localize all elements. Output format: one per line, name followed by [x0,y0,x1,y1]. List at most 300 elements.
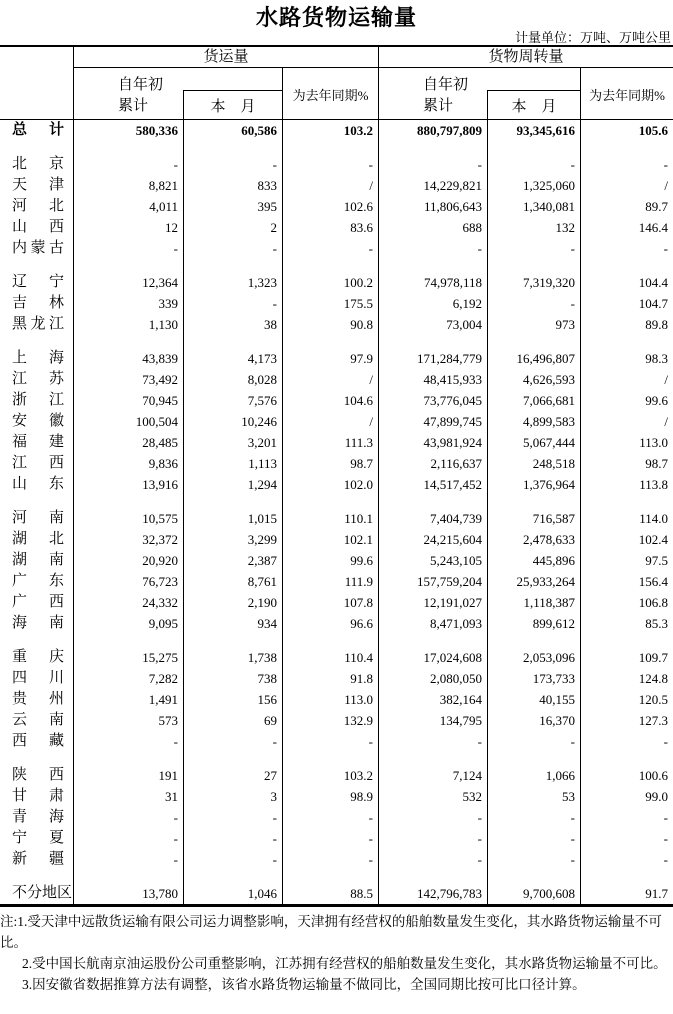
value-cell: - [73,849,183,870]
region-name: 浙江 [12,392,64,408]
value-cell: 580,336 [73,120,183,141]
value-cell: 339 [73,293,183,314]
value-cell: 110.4 [282,647,378,668]
value-cell: 899,612 [487,613,580,634]
value-cell: 2,080,050 [378,668,487,689]
value-cell: 14,229,821 [378,175,487,196]
value-cell: - [378,238,487,259]
value-cell: 120.5 [580,689,673,710]
column-header-cumulative-2 [378,68,487,121]
region-name: 福建 [12,434,64,450]
value-cell: - [183,828,282,849]
value-cell: / [282,369,378,390]
value-cell [378,495,487,508]
table-row [0,668,673,689]
region-cell [0,571,73,592]
table-row [0,272,673,293]
value-cell: 43,839 [73,348,183,369]
value-cell: - [487,731,580,752]
region-name: 青海 [12,809,64,825]
value-cell: - [183,807,282,828]
value-cell: - [378,731,487,752]
value-cell: 97.5 [580,550,673,571]
table-row [0,807,673,828]
value-cell: 171,284,779 [378,348,487,369]
region-name: 海南 [12,615,64,631]
column-header-cumulative-1 [73,68,183,121]
value-cell: 833 [183,175,282,196]
value-cell: 2 [183,217,282,238]
value-cell: 83.6 [282,217,378,238]
value-cell: 173,733 [487,668,580,689]
region-name: 山西 [12,219,64,235]
value-cell: 134,795 [378,710,487,731]
region-cell [0,828,73,849]
value-cell: 395 [183,196,282,217]
value-cell [282,335,378,348]
value-cell: 9,700,608 [487,883,580,904]
region-name: 上海 [12,350,64,366]
region-cell [0,196,73,217]
value-cell: - [487,238,580,259]
value-cell [487,870,580,883]
header-corner-cell [0,47,73,68]
value-cell: 7,576 [183,390,282,411]
region-cell [0,752,73,765]
spacer-row [0,870,673,883]
region-cell [0,120,73,141]
table-row [0,293,673,314]
this-month-label: 本 月 [487,90,580,120]
value-cell: 1,491 [73,689,183,710]
value-cell: 10,246 [183,411,282,432]
region-name: 广东 [12,573,64,589]
value-cell: 13,780 [73,883,183,904]
value-cell: - [487,849,580,870]
region-cell [0,432,73,453]
region-cell [0,508,73,529]
value-cell [487,335,580,348]
value-cell: 1,738 [183,647,282,668]
value-cell [378,634,487,647]
value-cell: / [580,369,673,390]
value-cell: 1,015 [183,508,282,529]
value-cell: 111.9 [282,571,378,592]
value-cell: 156.4 [580,571,673,592]
value-cell: 1,340,081 [487,196,580,217]
value-cell [183,752,282,765]
region-cell [0,474,73,495]
value-cell: 110.1 [282,508,378,529]
table-row [0,508,673,529]
table-row [0,175,673,196]
region-cell [0,348,73,369]
value-cell: 8,028 [183,369,282,390]
value-cell: 1,066 [487,765,580,786]
table-row [0,217,673,238]
region-cell [0,689,73,710]
value-cell: 38 [183,314,282,335]
value-cell: 8,471,093 [378,613,487,634]
value-cell [183,141,282,154]
table-row [0,571,673,592]
value-cell: 12 [73,217,183,238]
value-cell: 12,364 [73,272,183,293]
value-cell: 104.7 [580,293,673,314]
region-name: 北京 [12,156,64,172]
value-cell: 248,518 [487,453,580,474]
value-cell: / [282,411,378,432]
value-cell: 445,896 [487,550,580,571]
value-cell [183,495,282,508]
value-cell: - [73,154,183,175]
value-cell: 24,332 [73,592,183,613]
value-cell: 716,587 [487,508,580,529]
value-cell: - [580,238,673,259]
value-cell: 104.4 [580,272,673,293]
value-cell: 98.3 [580,348,673,369]
value-cell: 102.4 [580,529,673,550]
region-cell [0,883,73,904]
value-cell: 7,404,739 [378,508,487,529]
region-cell [0,613,73,634]
value-cell [487,141,580,154]
value-cell [487,752,580,765]
value-cell: 5,067,444 [487,432,580,453]
value-cell [183,870,282,883]
table-body [0,120,673,904]
region-cell [0,154,73,175]
region-cell [0,668,73,689]
value-cell: 20,920 [73,550,183,571]
region-cell [0,293,73,314]
value-cell: 93,345,616 [487,120,580,141]
value-cell: 11,806,643 [378,196,487,217]
region-cell [0,647,73,668]
value-cell: 73,004 [378,314,487,335]
region-cell [0,335,73,348]
region-name: 甘肃 [12,788,64,804]
value-cell [183,335,282,348]
spacer-row [0,335,673,348]
region-name: 西藏 [12,733,64,749]
value-cell: 113.0 [282,689,378,710]
value-cell: 99.6 [282,550,378,571]
value-cell: 104.6 [282,390,378,411]
value-cell: / [580,411,673,432]
value-cell: 53 [487,786,580,807]
stat-table [0,45,673,907]
value-cell: - [282,849,378,870]
value-cell: - [378,154,487,175]
region-cell [0,710,73,731]
value-cell: 146.4 [580,217,673,238]
value-cell: 1,046 [183,883,282,904]
value-cell: - [487,828,580,849]
spacer-row [0,752,673,765]
value-cell: 132.9 [282,710,378,731]
cumulative-label: 累计 [118,98,149,114]
value-cell: 40,155 [487,689,580,710]
region-name: 重庆 [12,649,64,665]
column-header-yoy-1: 为去年同期% [282,68,378,121]
table-row [0,474,673,495]
value-cell [378,141,487,154]
table-header-row-1 [0,47,673,68]
value-cell: 3,201 [183,432,282,453]
value-cell: - [580,828,673,849]
region-name: 天津 [12,177,64,193]
region-cell [0,411,73,432]
table-row [0,529,673,550]
value-cell: - [487,807,580,828]
value-cell [73,752,183,765]
value-cell: 10,575 [73,508,183,529]
value-cell: 73,776,045 [378,390,487,411]
column-header-month-2 [487,68,580,121]
value-cell: 1,294 [183,474,282,495]
value-cell: 4,011 [73,196,183,217]
value-cell: 8,821 [73,175,183,196]
value-cell: 100.2 [282,272,378,293]
value-cell: 3,299 [183,529,282,550]
value-cell: 142,796,783 [378,883,487,904]
region-name: 吉林 [12,295,64,311]
value-cell: 688 [378,217,487,238]
value-cell: - [580,849,673,870]
value-cell: 132 [487,217,580,238]
value-cell: 9,836 [73,453,183,474]
spacer-row [0,495,673,508]
value-cell: 28,485 [73,432,183,453]
value-cell: - [282,238,378,259]
region-name: 内蒙古 [12,240,64,256]
value-cell: 4,173 [183,348,282,369]
region-cell [0,369,73,390]
value-cell: 102.0 [282,474,378,495]
value-cell: 15,275 [73,647,183,668]
value-cell [378,752,487,765]
region-name: 河南 [12,510,64,526]
region-name: 湖北 [12,531,64,547]
value-cell: 91.7 [580,883,673,904]
region-name: 河北 [12,198,64,214]
table-row [0,369,673,390]
value-cell [282,141,378,154]
value-cell [73,870,183,883]
region-cell [0,495,73,508]
region-cell [0,529,73,550]
table-row [0,849,673,870]
table-row [0,710,673,731]
table-row [0,411,673,432]
value-cell [73,335,183,348]
region-name: 辽宁 [12,274,64,290]
value-cell: 880,797,809 [378,120,487,141]
spacer-row [0,634,673,647]
value-cell [282,870,378,883]
region-cell [0,390,73,411]
table-header-row-2 [0,68,673,120]
value-cell: 16,370 [487,710,580,731]
region-name: 广西 [12,594,64,610]
value-cell: 43,981,924 [378,432,487,453]
note-line: 2.受中国长航南京油运股份公司重整影响，江苏拥有经营权的船舶数量发生变化，其水路货物运输量不可比。 [22,956,667,971]
value-cell: - [282,731,378,752]
value-cell: 105.6 [580,120,673,141]
column-group-freight-turnover: 货物周转量 [378,47,673,68]
region-cell [0,786,73,807]
table-row [0,786,673,807]
value-cell: 27 [183,765,282,786]
value-cell: 69 [183,710,282,731]
value-cell: / [282,175,378,196]
value-cell: 31 [73,786,183,807]
value-cell: - [73,731,183,752]
value-cell: 98.7 [580,453,673,474]
value-cell: - [282,807,378,828]
value-cell: 111.3 [282,432,378,453]
value-cell: 97.9 [282,348,378,369]
value-cell: 7,319,320 [487,272,580,293]
value-cell: - [183,154,282,175]
region-cell [0,765,73,786]
value-cell: 90.8 [282,314,378,335]
region-cell [0,731,73,752]
region-cell [0,314,73,335]
value-cell: 8,761 [183,571,282,592]
spacer-row [0,141,673,154]
table-row [0,432,673,453]
value-cell [282,634,378,647]
region-cell [0,259,73,272]
column-group-freight-volume: 货运量 [73,47,378,68]
value-cell [487,495,580,508]
value-cell: - [73,828,183,849]
value-cell: 1,118,387 [487,592,580,613]
value-cell: 573 [73,710,183,731]
table-row [0,883,673,904]
value-cell: 91.8 [282,668,378,689]
value-cell: 100,504 [73,411,183,432]
value-cell: 13,916 [73,474,183,495]
column-header-yoy-2: 为去年同期% [580,68,673,121]
value-cell: 7,282 [73,668,183,689]
value-cell: 532 [378,786,487,807]
value-cell: 382,164 [378,689,487,710]
value-cell: 99.6 [580,390,673,411]
value-cell: 7,124 [378,765,487,786]
value-cell [580,141,673,154]
value-cell: 2,478,633 [487,529,580,550]
value-cell: 73,492 [73,369,183,390]
value-cell [282,752,378,765]
value-cell: 109.7 [580,647,673,668]
value-cell: - [487,154,580,175]
value-cell: 1,376,964 [487,474,580,495]
value-cell: 98.9 [282,786,378,807]
table-row [0,348,673,369]
value-cell: 7,066,681 [487,390,580,411]
note-line: 注:1.受天津中远散货运输有限公司运力调整影响，天津拥有经营权的船舶数量发生变化，其水路货物运输量不可比。 [0,914,662,950]
region-cell [0,634,73,647]
value-cell: 9,095 [73,613,183,634]
value-cell: 103.2 [282,120,378,141]
value-cell: 175.5 [282,293,378,314]
value-cell: 106.8 [580,592,673,613]
region-cell [0,807,73,828]
value-cell [73,634,183,647]
value-cell: - [73,807,183,828]
value-cell [580,870,673,883]
region-cell [0,141,73,154]
value-cell: 100.6 [580,765,673,786]
value-cell [580,495,673,508]
value-cell [183,634,282,647]
value-cell: 2,190 [183,592,282,613]
value-cell [183,259,282,272]
value-cell: - [282,154,378,175]
value-cell: 3 [183,786,282,807]
value-cell: 2,387 [183,550,282,571]
table-row [0,550,673,571]
since-year-start-label: 自年初 [423,77,469,93]
value-cell [378,259,487,272]
region-cell [0,238,73,259]
region-cell [0,217,73,238]
value-cell: 6,192 [378,293,487,314]
value-cell [282,259,378,272]
value-cell: 113.0 [580,432,673,453]
page-title: 水路货物运输量 [255,5,417,30]
value-cell: 102.1 [282,529,378,550]
value-cell [580,634,673,647]
value-cell: 89.8 [580,314,673,335]
value-cell: 1,113 [183,453,282,474]
value-cell: - [183,731,282,752]
since-year-start-label: 自年初 [118,77,164,93]
region-name: 总计 [12,122,64,138]
value-cell: - [282,828,378,849]
table-row [0,592,673,613]
region-name: 安徽 [12,413,64,429]
value-cell: 5,243,105 [378,550,487,571]
value-cell [580,259,673,272]
value-cell: 738 [183,668,282,689]
table-row [0,689,673,710]
note-line: 3.因安徽省数据推算方法有调整，该省水路货物运输量不做同比，全国同期比按可比口径计算。 [22,977,586,992]
value-cell: 124.8 [580,668,673,689]
value-cell: 127.3 [580,710,673,731]
value-cell: 17,024,608 [378,647,487,668]
region-cell [0,453,73,474]
spacer-row [0,259,673,272]
value-cell: 191 [73,765,183,786]
value-cell: 60,586 [183,120,282,141]
value-cell: 2,116,637 [378,453,487,474]
value-cell [487,259,580,272]
value-cell: 25,933,264 [487,571,580,592]
value-cell: - [580,807,673,828]
value-cell: 113.8 [580,474,673,495]
table-row [0,390,673,411]
value-cell [580,752,673,765]
value-cell: 4,899,583 [487,411,580,432]
table-row [0,828,673,849]
value-cell [73,141,183,154]
value-cell: 4,626,593 [487,369,580,390]
table-row [0,196,673,217]
